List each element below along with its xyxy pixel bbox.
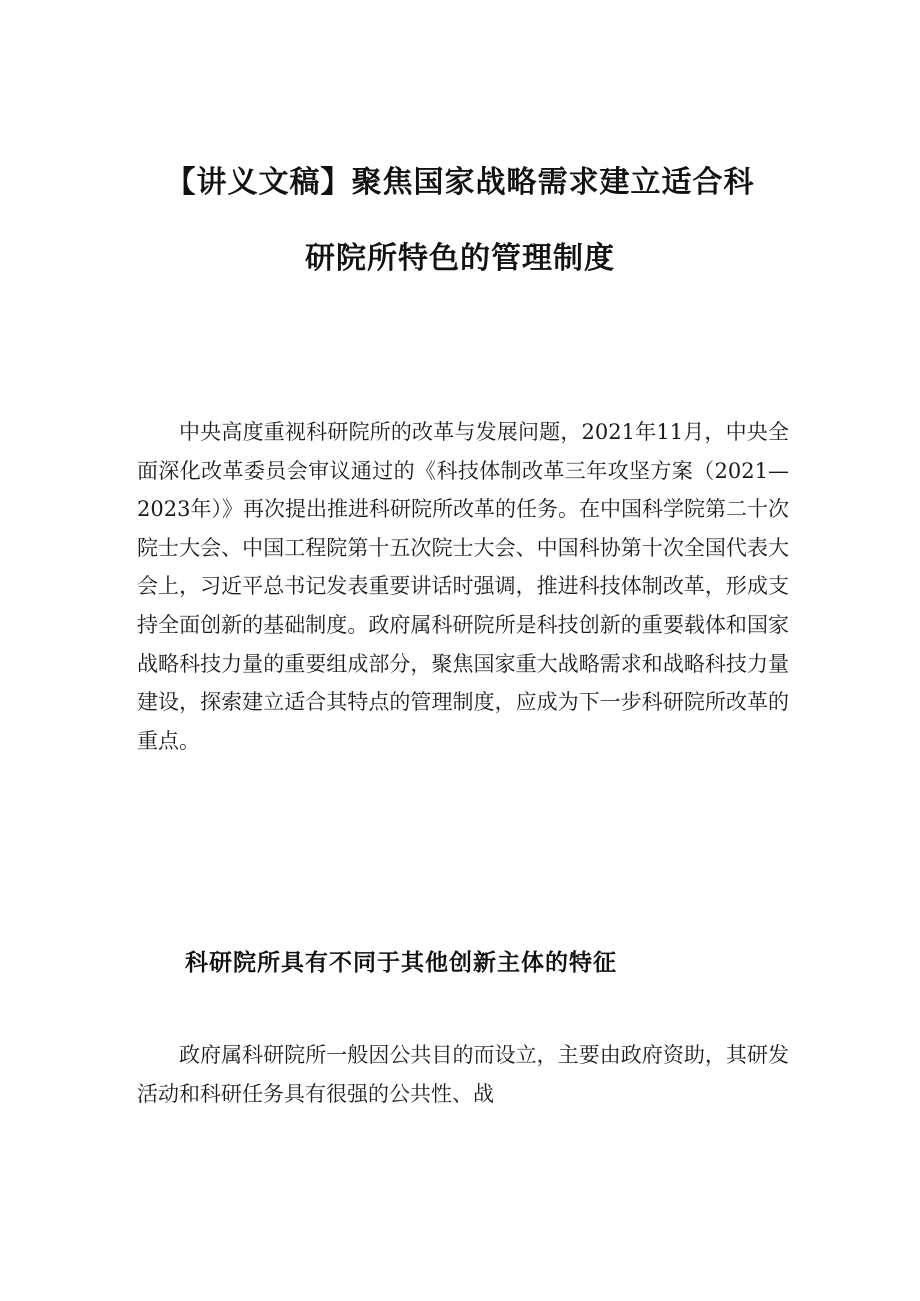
body-paragraph-features: 政府属科研院所一般因公共目的而设立，主要由政府资助，其研发活动和科研任务具有很强的公共性、战 bbox=[137, 1043, 789, 1106]
document-title-line-1: 【讲义文稿】聚焦国家战略需求建立适合科 bbox=[165, 165, 755, 200]
body-paragraph-intro: 中央高度重视科研院所的改革与发展问题，2021年11月，中央全面深化改革委员会审议通过的《科技体制改革三年攻坚方案（2021—2023年）》再次提出推进科研院所改革的任务。在中国科学院第二十次院士大会、中国工程院第十五次院士大会、中国科协第十次全国代表大会上，习近平总书记发表重要讲话时强调，推进科技体制改革，形成支持全面创新的基础制度。政府属科研院所是科技创新的重要载体和国家战略科技力量的重要组成部分，聚焦国家重大战略需求和战略科技力量建设，探索建立适合其特点的管理制度，应成为下一步科研院所改革的重点。 bbox=[137, 420, 789, 753]
document-title-line-2: 研院所特色的管理制度 bbox=[305, 241, 615, 276]
section-heading: 科研院所具有不同于其他创新主体的特征 bbox=[185, 950, 617, 976]
